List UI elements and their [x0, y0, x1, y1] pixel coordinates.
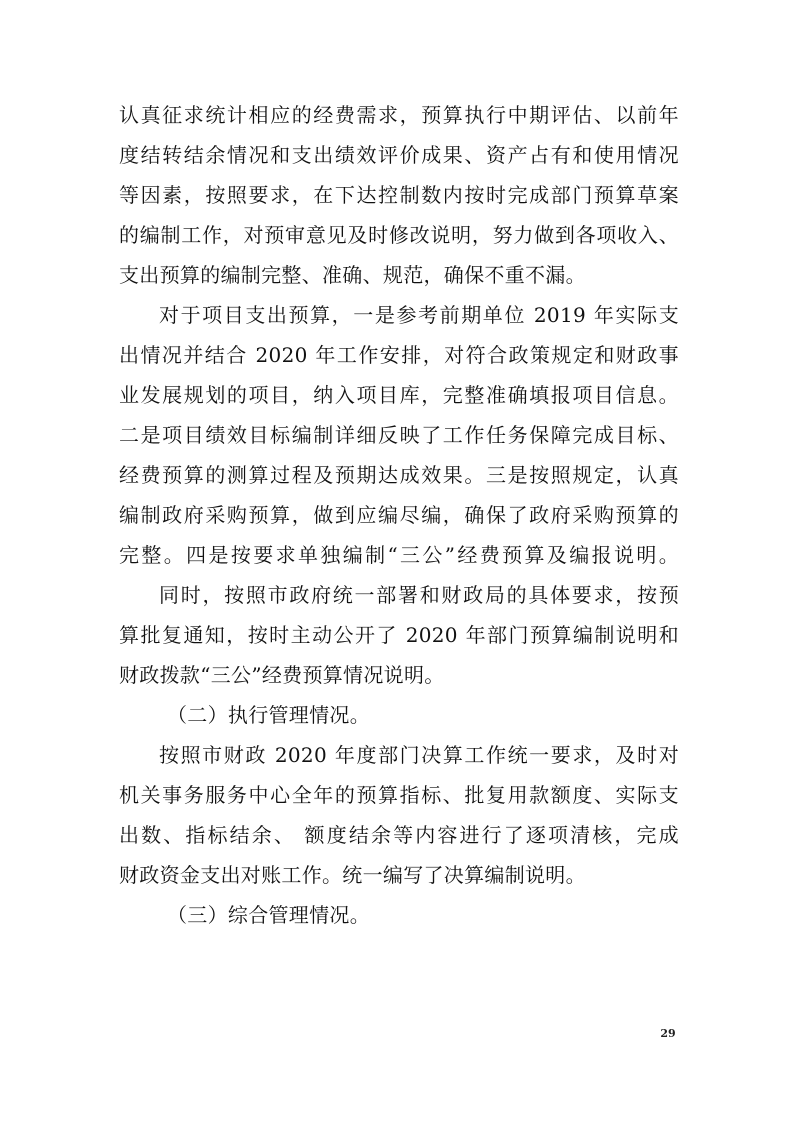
- text-line: 完整。四是按要求单独编制“三公”经费预算及编报说明。: [119, 543, 679, 567]
- page-number: 29: [660, 1027, 676, 1040]
- text-line: 编制政府采购预算，做到应编尽编，确保了政府采购预算的: [119, 503, 679, 527]
- text-line: 出情况并结合 2020 年工作安排，对符合政策规定和财政事: [119, 343, 679, 367]
- text-line: 按照市财政 2020 年度部门决算工作统一要求，及时对: [159, 743, 679, 767]
- text-line: 财政资金支出对账工作。统一编写了决算编制说明。: [119, 863, 586, 887]
- text-line: 业发展规划的项目，纳入项目库，完整准确填报项目信息。: [119, 383, 679, 407]
- text-line: 算批复通知，按时主动公开了 2020 年部门预算编制说明和: [119, 623, 679, 647]
- text-line: 出数、指标结余、 额度结余等内容进行了逐项清核，完成: [119, 823, 679, 847]
- section-heading-comprehensive: （三）综合管理情况。: [167, 903, 370, 927]
- text-line: 的编制工作，对预审意见及时修改说明，努力做到各项收入、: [119, 223, 679, 247]
- paragraph-disclosure: [119, 575, 679, 695]
- section-heading-execution: （二）执行管理情况。: [167, 703, 370, 727]
- paragraph-final-accounts: [119, 735, 679, 895]
- text-line: 二是项目绩效目标编制详细反映了工作任务保障完成目标、: [119, 423, 679, 447]
- text-line: 同时，按照市政府统一部署和财政局的具体要求，按预: [159, 583, 679, 607]
- text-line: 机关事务服务中心全年的预算指标、批复用款额度、实际支: [119, 783, 679, 807]
- body-text: [119, 95, 679, 935]
- text-line: 支出预算的编制完整、准确、规范，确保不重不漏。: [119, 263, 586, 287]
- text-line: 等因素，按照要求，在下达控制数内按时完成部门预算草案: [119, 183, 679, 207]
- text-line: 度结转结余情况和支出绩效评价成果、资产占有和使用情况: [119, 143, 679, 167]
- text-line: 经费预算的测算过程及预期达成效果。三是按照规定，认真: [119, 463, 679, 487]
- text-line: 财政拨款“三公”经费预算情况说明。: [119, 663, 445, 687]
- text-line: 认真征求统计相应的经费需求，预算执行中期评估、以前年: [119, 103, 679, 127]
- paragraph-budget-preparation: [119, 95, 679, 295]
- text-line: 对于项目支出预算，一是参考前期单位 2019 年实际支: [159, 303, 679, 327]
- paragraph-project-expenditure: [119, 295, 679, 575]
